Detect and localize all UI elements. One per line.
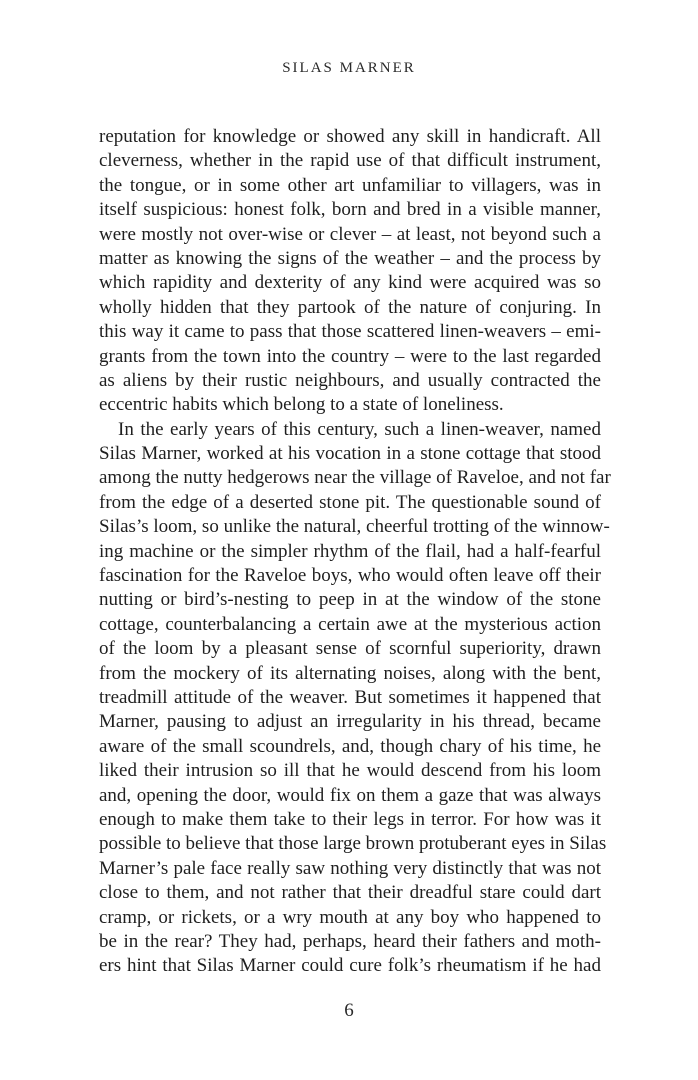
text-line: from the mockery of its alternating noises, along with the bent, [99, 662, 601, 684]
text-line: this way it came to pass that those scattered linen-weavers – emi- [99, 321, 601, 343]
text-line: cramp, or rickets, or a wry mouth at any boy who happened to [99, 906, 601, 928]
text-line: reputation for knowledge or showed any skill in handicraft. All [99, 126, 601, 147]
text-line: cleverness, whether in the rapid use of that difficult instrument, [99, 150, 601, 172]
text-line: Silas’s loom, so unlike the natural, cheerful trotting of the winnow- [99, 516, 610, 538]
body-text [99, 125, 611, 979]
text-line: Marner, pausing to adjust an irregularity in his thread, became [99, 711, 601, 733]
text-line: treadmill attitude of the weaver. But sometimes it happened that [99, 686, 601, 708]
text-line: eccentric habits which belong to a state of loneliness. [99, 394, 504, 416]
text-line: ing machine or the simpler rhythm of the flail, had a half-fearful [99, 540, 601, 562]
text-line: itself suspicious: honest folk, born and bred in a visible manner, [99, 199, 601, 221]
text-line: among the nutty hedgerows near the village of Raveloe, and not far [99, 467, 611, 489]
text-line: In the early years of this century, such a linen-weaver, named [118, 418, 601, 440]
text-line: grants from the town into the country – were to the last regarded [99, 345, 601, 367]
text-line: be in the rear? They had, perhaps, heard their fathers and moth- [99, 930, 601, 952]
text-line: from the edge of a deserted stone pit. The questionable sound of [99, 491, 601, 513]
text-line: as aliens by their rustic neighbours, and usually contracted the [99, 369, 601, 391]
text-line: and, opening the door, would fix on them a gaze that was always [99, 784, 601, 806]
text-line: aware of the small scoundrels, and, though chary of his time, he [99, 735, 601, 757]
text-line: enough to make them take to their legs in terror. For how was it [99, 808, 601, 830]
text-line: Marner’s pale face really saw nothing very distinctly that was not [99, 857, 601, 879]
text-line: nutting or bird’s-nesting to peep in at the window of the stone [99, 589, 601, 611]
text-line: wholly hidden that they partook of the nature of conjuring. In [99, 296, 601, 318]
text-line: the tongue, or in some other art unfamiliar to villagers, was in [99, 174, 601, 196]
text-line: cottage, counterbalancing a certain awe at the mysterious action [99, 613, 601, 635]
text-line: possible to believe that those large brown protuberant eyes in Silas [99, 833, 607, 855]
running-head: SILAS MARNER [282, 60, 416, 76]
text-line: fascination for the Raveloe boys, who would often leave off their [99, 565, 601, 587]
text-line: liked their intrusion so ill that he would descend from his loom [99, 760, 601, 782]
page-number: 6 [344, 1000, 354, 1021]
text-line: matter as knowing the signs of the weather – and the process by [99, 247, 601, 269]
text-line: ers hint that Silas Marner could cure folk’s rheumatism if he had [99, 955, 601, 977]
text-line: close to them, and not rather that their dreadful stare could dart [99, 882, 601, 904]
text-line: were mostly not over-wise or clever – at least, not beyond such a [99, 223, 601, 245]
text-line: Silas Marner, worked at his vocation in a stone cottage that stood [99, 443, 601, 465]
text-line: of the loom by a pleasant sense of scornful superiority, drawn [99, 638, 601, 660]
text-line: which rapidity and dexterity of any kind were acquired was so [99, 272, 601, 294]
